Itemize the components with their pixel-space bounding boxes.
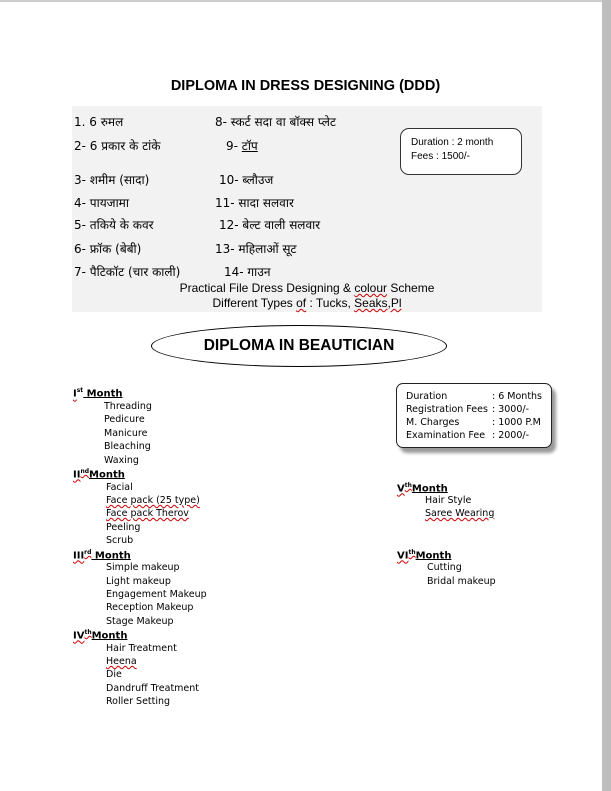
list-item: Saree Wearing <box>425 508 495 519</box>
list-item: Heena <box>106 656 137 667</box>
ddd-item-5: 5- तकिये के कवर <box>74 218 154 232</box>
list-item: Roller Setting <box>106 696 171 707</box>
ddd-item-9-label: टॉप <box>241 139 258 153</box>
list-item: Face pack Therov <box>106 508 189 519</box>
list-item: Simple makeup <box>106 562 180 573</box>
month-2-heading: IIndMonth <box>73 468 125 481</box>
list-item: Peeling <box>106 522 141 533</box>
ddd-item-11: 11- सादा सलवार <box>215 196 294 210</box>
list-item: Engagement Makeup <box>106 589 207 600</box>
list-item: Waxing <box>104 455 139 466</box>
list-item: Dandruff Treatment <box>106 683 200 694</box>
list-item: Facial <box>106 482 133 493</box>
ddd-item-14: 14- गाउन <box>224 265 271 279</box>
list-item: Reception Makeup <box>106 602 194 613</box>
practical-file-line: Practical File Dress Designing & colour Scheme <box>179 281 435 295</box>
ddd-item-12: 12- बेल्ट वाली सलवार <box>219 218 321 232</box>
fee-value: : 2000/- <box>492 430 530 441</box>
ddd-duration-box <box>400 128 522 175</box>
list-item: Face pack (25 type) <box>106 495 200 506</box>
list-item: Threading <box>104 401 152 412</box>
page-top-edge <box>0 0 611 2</box>
ddd-item-10: 10- ब्लौउज <box>219 173 274 187</box>
beautician-title-oval <box>151 325 447 367</box>
ddd-item-7: 7- पैटिकॉट (चार काली) <box>74 265 181 279</box>
month-3-heading: IIIrd Month <box>73 549 131 562</box>
list-item: Light makeup <box>106 576 171 587</box>
fee-label: Examination Fee <box>406 430 486 441</box>
ddd-item-2: 2- 6 प्रकार के टांके <box>74 139 161 153</box>
ddd-item-8: 8- स्कर्ट सदा वा बॉक्स प्लेट <box>215 115 336 129</box>
list-item: Scrub <box>106 535 134 546</box>
types-line: Different Types of : Tucks, Seaks,Pl <box>212 296 402 310</box>
month-4-heading: IVthMonth <box>73 629 128 642</box>
ddd-item-4: 4- पायजामा <box>74 196 129 210</box>
fee-value: : 3000/- <box>492 404 530 415</box>
spell-flag: of <box>296 296 307 310</box>
ddd-item-3: 3- शमीम (सादा) <box>74 173 150 187</box>
month-6-heading: VIthMonth <box>397 549 452 562</box>
list-item: Hair Style <box>425 495 472 506</box>
ddd-duration: Duration : 2 month <box>411 137 494 148</box>
ddd-fees: Fees : 1500/- <box>411 151 470 162</box>
list-item: Stage Makeup <box>106 616 174 627</box>
fee-value: : 1000 P.M <box>492 417 541 428</box>
fee-label: Duration <box>406 391 448 402</box>
fee-label: Registration Fees <box>406 404 488 415</box>
beautician-fee-box <box>396 383 552 448</box>
fee-label: M. Charges <box>406 417 460 428</box>
list-item: Cutting <box>427 562 462 573</box>
list-item: Die <box>106 669 122 680</box>
window-right-edge <box>602 0 611 791</box>
ddd-item-13: 13- महिलाओं सूट <box>215 242 297 256</box>
beautician-title: DIPLOMA IN BEAUTICIAN <box>203 337 395 354</box>
ddd-item-6: 6- फ्रॉक (बेबी) <box>74 242 142 256</box>
month-5-heading: VthMonth <box>397 482 448 495</box>
list-item: Hair Treatment <box>106 643 177 654</box>
list-item: Bleaching <box>104 441 151 452</box>
list-item: Pedicure <box>104 414 145 425</box>
spell-flag: colour <box>354 281 388 295</box>
fee-value: : 6 Months <box>492 391 543 402</box>
ddd-item-9-number: 9- <box>226 139 242 153</box>
ddd-item-9 <box>226 137 258 154</box>
spell-flag: Seaks,Pl <box>354 296 402 310</box>
list-item: Manicure <box>104 428 148 439</box>
dress-designing-title: DIPLOMA IN DRESS DESIGNING (DDD) <box>170 78 441 94</box>
ddd-item-1: 1. 6 रुमल <box>74 115 124 129</box>
list-item: Bridal makeup <box>427 576 496 587</box>
month-1-heading: Ist Month <box>73 387 123 400</box>
